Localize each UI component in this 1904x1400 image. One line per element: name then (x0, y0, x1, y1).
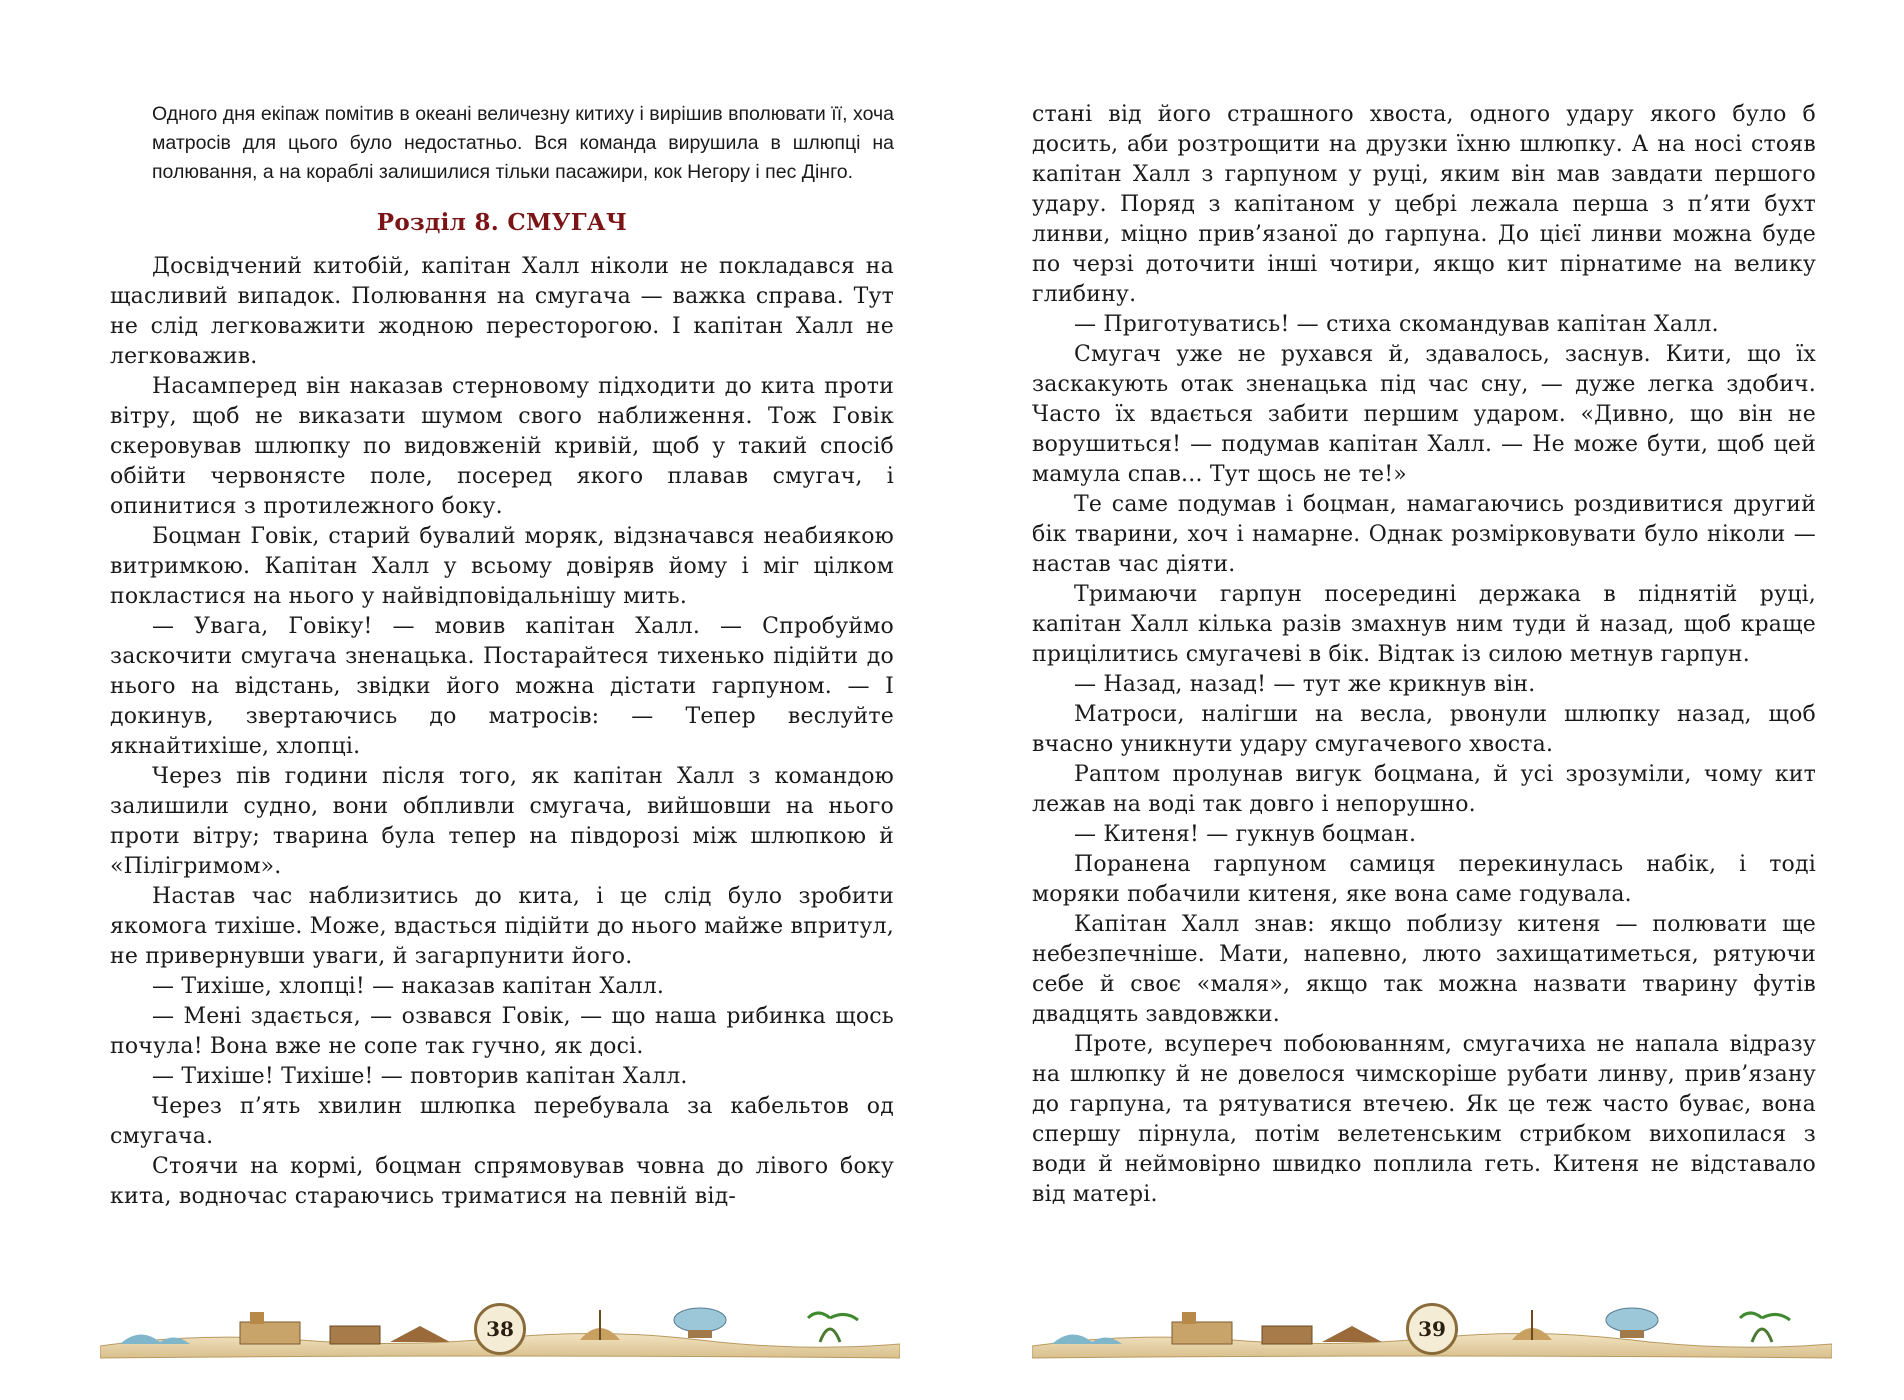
paragraph: Через п’ять хвилин шлюпка перебувала за кабельтов од смугача. (110, 1094, 894, 1149)
footer-illustration (1032, 1296, 1832, 1362)
paragraph: — Назад, назад! — тут же крикнув він. (1074, 672, 1536, 697)
paragraph: — Тихіше, хлопці! — наказав капітан Халл. (152, 974, 665, 999)
chapter-intro: Одного дня екіпаж помітив в океані величезну китиху і вирішив вполювати її, хоча матросів для цього було недостатньо. Вся команда вирушила в шлюпці на полювання, а на кораблі залишилися тільки пасажири, кок Негору і пес Дінго. (152, 103, 894, 183)
paragraph: Капітан Халл знав: якщо поблизу китеня — полювати ще небезпечніше. Мати, напевно, люто захищатиметься, рятуючи себе й своє «маля», якщо так можна назвати тварину футів двадцять завдовжки. (1032, 912, 1816, 1027)
paragraph: Насамперед він наказав стерновому підходити до кита проти вітру, щоб не виказати шумом свого наближення. Тож Говік скеровував шлюпку по видовженій кривій, щоб у такий спосіб обійти червонясте поле, посеред якого плавав смугач, і опинитися з протилежного боку. (110, 374, 894, 519)
paragraph: — Увага, Говіку! — мовив капітан Халл. — Спробуймо заскочити смугача зненацька. Постарайтеся тихенько підійти до нього на відстань, звідки його можна дістати гарпуном. — І докинув, звертаючись до матросів: — Тепер веслуйте якнайтихіше, хлопці. (110, 614, 894, 759)
left-text-column (110, 100, 894, 1212)
paragraph: Смугач уже не рухався й, здавалось, заснув. Кити, що їх заскакують отак зненацька під час сну, — дуже легка здобич. Часто їх вдається забити першим ударом. «Дивно, що він не ворушиться! — подумав капітан Халл. — Не може бути, щоб цей мамула спав... Тут щось не те!» (1032, 342, 1816, 487)
paragraph: Тримаючи гарпун посередині держака в піднятій руці, капітан Халл кілька разів змахнув ним туди й назад, щоб краще прицілитись смугачеві в бік. Відтак із силою метнув гарпун. (1032, 582, 1816, 667)
paragraph: Матроси, налігши на весла, рвонули шлюпку назад, щоб вчасно уникнути удару смугачевого хвоста. (1032, 702, 1816, 757)
paragraph: Раптом пролунав вигук боцмана, й усі зрозуміли, чому кит лежав на воді так довго і непорушно. (1032, 762, 1816, 817)
paragraph: Досвідчений китобій, капітан Халл ніколи не покладався на щасливий випадок. Полювання на смугача — важка справа. Тут не слід легковажити жодною пересторогою. І капітан Халл не легковажив. (110, 254, 894, 369)
page-number: 38 (474, 1303, 526, 1355)
chapter-title: Розділ 8. СМУГАЧ (376, 209, 628, 236)
paragraph: Те саме подумав і боцман, намагаючись роздивитися другий бік тварини, хоч і намарне. Однак розмірковувати було ніколи — настав час діяти. (1032, 492, 1816, 577)
page-number: 39 (1406, 1303, 1458, 1355)
right-page (952, 0, 1904, 1400)
paragraph: Проте, всупереч побоюванням, смугачиха не напала відразу на шлюпку й не довелося чимскоріше рубати линву, прив’язану до гарпуна, та рятуватися втечею. Як це теж часто буває, вона спершу пірнула, потім велетенським стрибком вихопилася з води й неймовірно швидко поплила геть. Китеня не відставало від матері. (1032, 1032, 1816, 1207)
paragraph: — Приготуватись! — стиха скомандував капітан Халл. (1074, 312, 1719, 337)
paragraph: Боцман Говік, старий бувалий моряк, відзначався неабиякою витримкою. Капітан Халл у всьому довіряв йому і міг цілком покластися на нього у найвідповідальнішу мить. (110, 524, 894, 609)
paragraph: — Китеня! — гукнув боцман. (1074, 822, 1417, 847)
paragraph: Стоячи на кормі, боцман спрямовував човна до лівого боку кита, водночас стараючись триматися на певній від- (110, 1154, 894, 1209)
footer-illustration (100, 1296, 900, 1362)
paragraph-continuation: стані від його страшного хвоста, одного удару якого було б досить, аби розтрощити на друзки їхню шлюпку. А на носі стояв капітан Халл з гарпуном у руці, яким він мав завдати першого удару. Поряд з капітаном у цебрі лежала перша з п’яти бухт линви, міцно прив’язаної до гарпуна. До цієї линви можна буде по черзі доточити інші чотири, якщо кит пірнатиме на велику глибину. (1032, 102, 1816, 307)
right-text-column (1032, 100, 1816, 1210)
paragraph: — Мені здається, — озвався Говік, — що наша рибинка щось почула! Вона вже не сопе так гучно, як досі. (110, 1004, 894, 1059)
paragraph: Поранена гарпуном самиця перекинулась набік, і тоді моряки побачили китеня, яке вона саме годувала. (1032, 852, 1816, 907)
paragraph: Настав час наблизитись до кита, і це слід було зробити якомога тихіше. Може, вдасться підійти до нього майже впритул, не привернувши уваги, й загарпунити його. (110, 884, 894, 969)
paragraph: — Тихіше! Тихіше! — повторив капітан Халл. (152, 1064, 688, 1089)
paragraph: Через пів години після того, як капітан Халл з командою залишили судно, вони обпливли смугача, вийшовши на нього проти вітру; тварина була тепер на півдорозі між шлюпкою й «Пілігримом». (110, 764, 894, 879)
